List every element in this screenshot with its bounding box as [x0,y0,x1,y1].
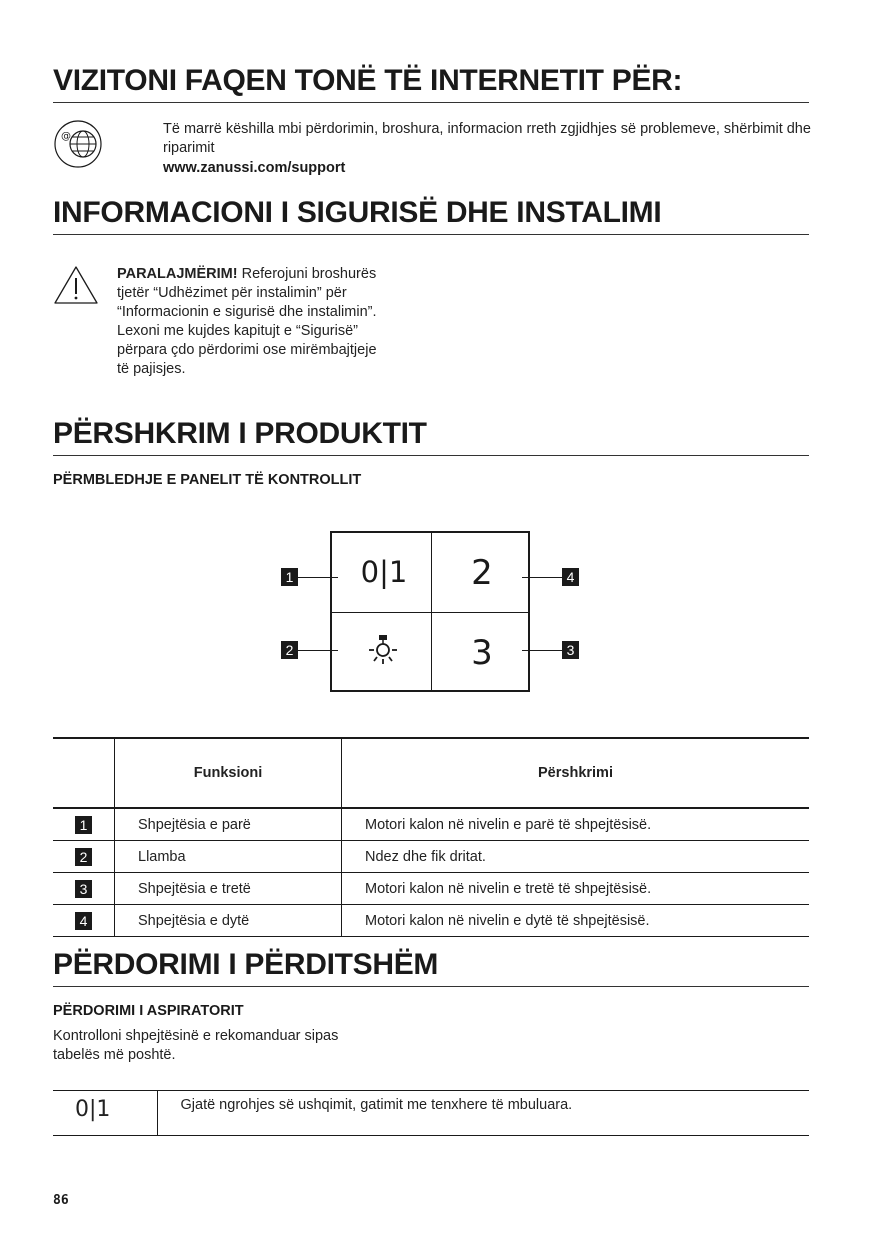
table-row [53,808,809,841]
function-table [53,737,809,937]
speed-2-button-symbol: 2 [471,553,493,593]
function-cell: Shpejtësia e dytë [115,905,342,937]
row-number-badge: 3 [75,880,92,898]
table-row [53,841,809,873]
description-cell: Motori kalon në nivelin e tretë të shpejtësisë. [342,873,810,905]
safety-section-title: INFORMACIONI I SIGURISË DHE INSTALIMI [53,196,809,235]
daily-use-section-title: PËRDORIMI I PËRDITSHËM [53,948,809,987]
hood-usage-subtitle: PËRDORIMI I ASPIRATORIT [53,1003,244,1019]
function-cell: Shpejtësia e parë [115,808,342,841]
function-cell: Llamba [115,841,342,873]
product-section-title: PËRSHKRIM I PRODUKTIT [53,417,809,456]
callout-3: 3 [562,641,579,659]
description-cell: Ndez dhe fik dritat. [342,841,810,873]
row-number-badge: 1 [75,816,92,834]
description-cell: Motori kalon në nivelin e parë të shpejtësisë. [342,808,810,841]
warning-block [117,265,379,379]
website-section-title: VIZITONI FAQEN TONË TË INTERNETIT PËR: [53,64,809,103]
globe-web-icon [53,119,103,169]
warning-text: Referojuni broshurës tjetër “Udhëzimet për instalimin” për “Informacionin e sigurisë dhe instalimin”. Lexoni me kujdes kapitujt e “Sigurisë” përpara çdo përdorimi ose mirëmbajtjeje të pajisjes. [117,266,377,377]
control-panel-diagram [330,531,530,692]
callout-1: 1 [281,568,298,586]
website-description: Të marrë këshilla mbi përdorimin, broshura, informacion rreth zgjidhjes së problemeve, shërbimit dhe riparimit [163,121,811,156]
row-number-badge: 4 [75,912,92,930]
function-cell: Shpejtësia e tretë [115,873,342,905]
hood-usage-intro: Kontrolloni shpejtësinë e rekomanduar sipas tabelës më poshtë. [53,1028,339,1063]
usage-symbol-cell: 0|1 [53,1091,157,1136]
power-button-symbol: 0|1 [360,555,408,589]
table-row [53,873,809,905]
table-row [53,1091,809,1136]
description-column-header: Përshkrimi [342,738,810,808]
control-panel-subtitle: PËRMBLEDHJE E PANELIT TË KONTROLLIT [53,472,362,488]
page-number: 86 [53,1193,69,1208]
row-number-badge: 2 [75,848,92,866]
warning-triangle-icon [53,265,99,305]
support-url-link[interactable]: www.zanussi.com/support [163,160,346,176]
speed-3-button-symbol: 3 [471,633,493,673]
callout-2: 2 [281,641,298,659]
function-column-header: Funksioni [115,738,342,808]
table-header-row [53,738,809,808]
svg-text:@: @ [61,131,71,142]
usage-text-cell: Gjatë ngrohjes së ushqimit, gatimit me tenxhere të mbuluara. [157,1091,809,1136]
usage-table [53,1090,809,1136]
table-row [53,905,809,937]
callout-4: 4 [562,568,579,586]
description-cell: Motori kalon në nivelin e dytë të shpejtësisë. [342,905,810,937]
lamp-icon [367,633,399,667]
warning-label: PARALAJMËRIM! [117,266,238,282]
